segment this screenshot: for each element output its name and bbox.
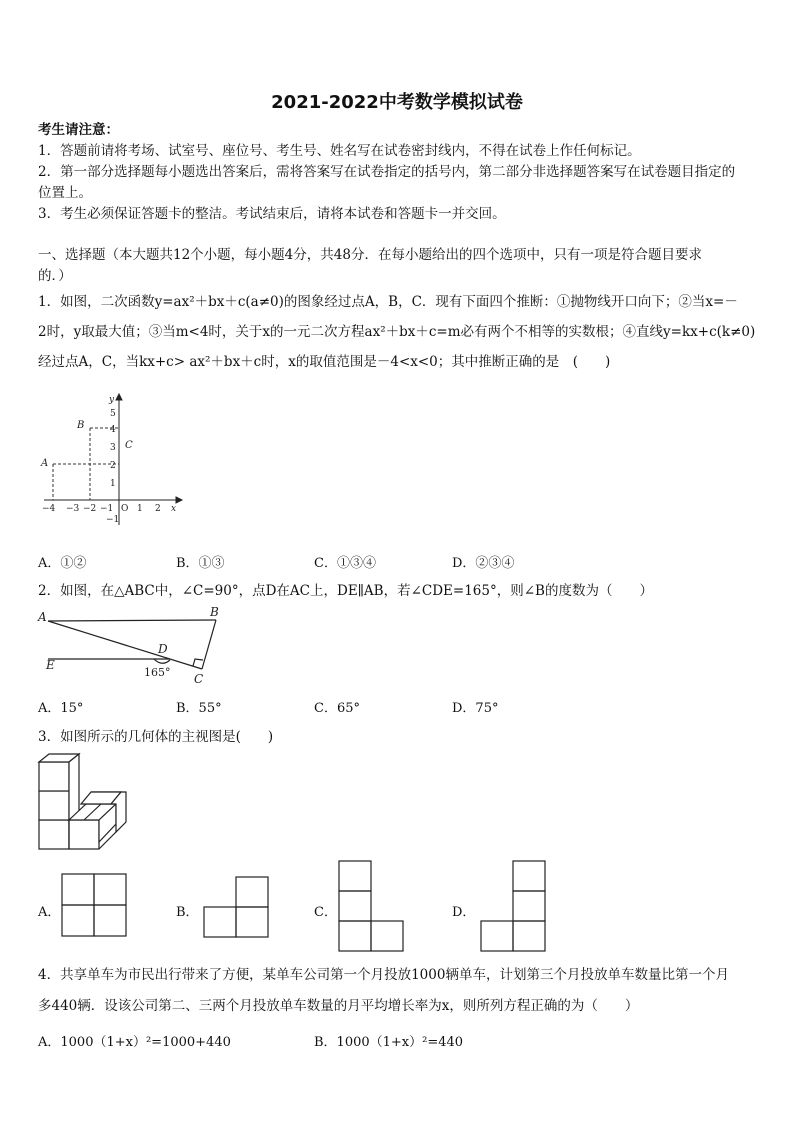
page-title: 2021-2022中考数学模拟试卷 bbox=[271, 92, 523, 113]
q1-option-a[interactable]: A．①② bbox=[38, 556, 87, 571]
q4-option-a[interactable]: A．1000（1+x）²=1000+440 bbox=[38, 1035, 231, 1050]
origin-label: O bbox=[121, 504, 129, 514]
notice-item: 1．答题前请将考场、试室号、座位号、考生号、姓名写在试卷密封线内，不得在试卷上作任何标记。 bbox=[38, 143, 641, 159]
q3-option-c-figure[interactable] bbox=[338, 860, 404, 952]
q1-coordinate-graph bbox=[36, 390, 186, 530]
notice-heading: 考生请注意： bbox=[38, 122, 119, 138]
q3-text: 3．如图所示的几何体的主视图是( ) bbox=[38, 729, 274, 745]
notice-item: 2．第一部分选择题每小题选出答案后，需将答案写在试卷指定的括号内，第二部分非选择题答案写在试卷题目指定的 bbox=[38, 164, 736, 180]
q3-option-d-figure[interactable] bbox=[480, 860, 546, 952]
q4-text: 多440辆．设该公司第二、三两个月投放单车数量的月平均增长率为x，则所列方程正确的为（ ） bbox=[38, 998, 639, 1014]
q3-solid-figure bbox=[36, 752, 136, 852]
y-tick-label: −1 bbox=[106, 515, 120, 525]
label-e: E bbox=[46, 658, 55, 672]
y-tick-label: 3 bbox=[110, 443, 116, 453]
y-tick-label: 5 bbox=[110, 409, 116, 419]
point-b-label: B bbox=[77, 420, 85, 431]
q3-option-d[interactable]: D． bbox=[452, 905, 476, 920]
point-c-label: C bbox=[125, 440, 133, 451]
q2-option-c[interactable]: C．65° bbox=[314, 701, 360, 716]
q4-option-b[interactable]: B．1000（1+x）²=440 bbox=[314, 1035, 464, 1050]
x-tick-label: −2 bbox=[83, 504, 97, 514]
q2-text: 2．如图，在△ABC中，∠C=90°，点D在AC上，DE∥AB，若∠CDE=165°，则∠B的度数为（ ） bbox=[38, 583, 653, 599]
label-a: A bbox=[38, 610, 47, 624]
x-tick-label: 2 bbox=[155, 504, 161, 514]
angle-label: 165° bbox=[144, 666, 171, 679]
q1-text: 2时，y取最大值；③当m<4时，关于x的一元二次方程ax²＋bx＋c=m必有两个不相等的实数根；④直线y=kx+c(k≠0) bbox=[38, 324, 756, 340]
q4-text: 4．共享单车为市民出行带来了方便，某单车公司第一个月投放1000辆单车，计划第三个月投放单车数量比第一个月 bbox=[38, 967, 729, 983]
label-d: D bbox=[158, 642, 168, 656]
q1-text: 经过点A，C，当kx+c> ax²＋bx＋c时，x的取值范围是－4<x<0；其中推断正确的是 ( ) bbox=[38, 354, 611, 370]
y-tick-label: 1 bbox=[110, 479, 116, 489]
q3-option-a[interactable]: A． bbox=[38, 905, 61, 920]
q2-option-d[interactable]: D．75° bbox=[452, 701, 499, 716]
notice-item: 位置上。 bbox=[38, 185, 92, 201]
y-tick-label: 2 bbox=[110, 461, 116, 471]
q1-option-d[interactable]: D．②③④ bbox=[452, 556, 515, 571]
x-tick-label: −4 bbox=[42, 504, 56, 514]
y-tick-label: 4 bbox=[110, 425, 116, 435]
x-tick-label: −1 bbox=[100, 504, 114, 514]
section-heading: 一、选择题（本大题共12个小题，每小题4分，共48分．在每小题给出的四个选项中，只有一项是符合题目要求 bbox=[38, 247, 702, 263]
x-axis-label: x bbox=[171, 504, 177, 514]
q1-text: 1．如图，二次函数y=ax²＋bx＋c(a≠0)的图象经过点A，B，C．现有下面四个推断：①抛物线开口向下；②当x=－ bbox=[38, 294, 738, 310]
q3-option-a-figure[interactable] bbox=[61, 873, 127, 937]
q3-option-b[interactable]: B． bbox=[176, 905, 199, 920]
y-axis-label: y bbox=[109, 395, 115, 405]
label-b: B bbox=[210, 605, 219, 619]
point-a-label: A bbox=[41, 458, 49, 469]
q3-option-b-figure[interactable] bbox=[203, 876, 269, 938]
q1-option-b[interactable]: B．①③ bbox=[176, 556, 225, 571]
section-heading-cont: 的．） bbox=[38, 268, 72, 284]
x-tick-label: 1 bbox=[137, 504, 143, 514]
x-tick-label: −3 bbox=[66, 504, 80, 514]
q2-triangle-figure bbox=[36, 603, 236, 688]
q1-option-c[interactable]: C．①③④ bbox=[314, 556, 376, 571]
q3-option-c[interactable]: C． bbox=[314, 905, 337, 920]
q2-option-a[interactable]: A．15° bbox=[38, 701, 84, 716]
q2-option-b[interactable]: B．55° bbox=[176, 701, 222, 716]
label-c: C bbox=[194, 672, 204, 686]
notice-item: 3．考生必须保证答题卡的整洁。考试结束后，请将本试卷和答题卡一并交回。 bbox=[38, 206, 506, 222]
